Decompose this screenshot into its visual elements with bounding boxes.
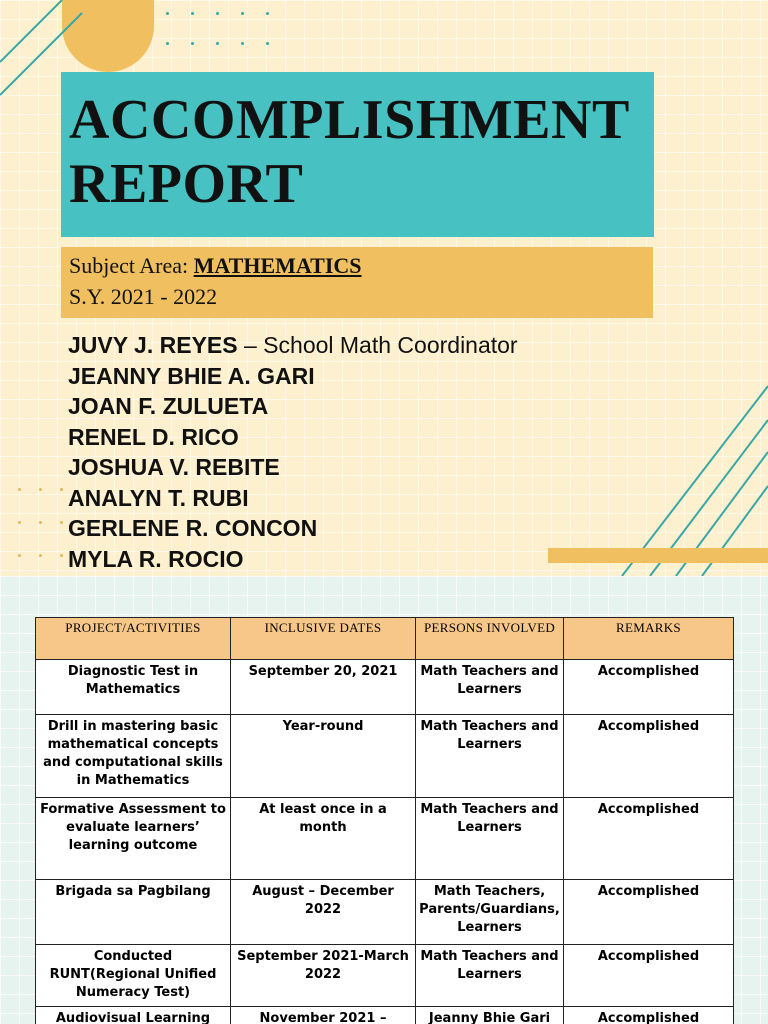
- person-item: [68, 452, 518, 483]
- table-row: [36, 660, 734, 715]
- cell-persons: Math Teachers and Learners: [416, 660, 564, 715]
- cell-remarks: Accomplished: [564, 715, 734, 798]
- person-name: ANALYN T. RUBI: [68, 484, 249, 511]
- subject-value: MATHEMATICS: [193, 253, 362, 278]
- subject-banner: [61, 247, 653, 318]
- accomplishment-table: [35, 617, 734, 1024]
- table-row: [36, 715, 734, 798]
- cell-dates: At least once in a month: [231, 798, 416, 880]
- cell-activity: Conducted RUNT(Regional Unified Numeracy Test): [36, 945, 231, 1007]
- cell-dates: September 20, 2021: [231, 660, 416, 715]
- person-name: JOSHUA V. REBITE: [68, 454, 280, 480]
- person-item: [68, 483, 518, 514]
- person-item: [68, 422, 518, 453]
- school-year: S.Y. 2021 - 2022: [69, 284, 218, 309]
- person-item: [68, 544, 518, 575]
- table-row: [36, 945, 734, 1007]
- cell-persons: Math Teachers, Parents/Guardians, Learners: [416, 880, 564, 945]
- person-name: JOAN F. ZULUETA: [68, 393, 269, 419]
- cell-activity: Audiovisual Learning: [36, 1007, 231, 1024]
- column-header-activities: PROJECT/ACTIVITIES: [36, 618, 231, 660]
- title-banner: [61, 72, 654, 237]
- table-row: [36, 880, 734, 945]
- person-item: [68, 391, 518, 422]
- cell-dates: September 2021-March 2022: [231, 945, 416, 1007]
- cell-dates: November 2021 –: [231, 1007, 416, 1024]
- column-header-persons: PERSONS INVOLVED: [416, 618, 564, 660]
- decorative-bar: [548, 548, 768, 563]
- cell-dates: August – December 2022: [231, 880, 416, 945]
- cell-activity: Drill in mastering basic mathematical concepts and computational skills in Mathematics: [36, 715, 231, 798]
- cell-remarks: Accomplished: [564, 1007, 734, 1024]
- table-row: [36, 1007, 734, 1024]
- cell-persons: Math Teachers and Learners: [416, 715, 564, 798]
- table-section: [0, 576, 768, 1024]
- person-item: [68, 330, 518, 361]
- table-row: [36, 798, 734, 880]
- cell-remarks: Accomplished: [564, 880, 734, 945]
- person-item: [68, 513, 518, 544]
- column-header-dates: INCLUSIVE DATES: [231, 618, 416, 660]
- cell-remarks: Accomplished: [564, 660, 734, 715]
- title-line-1: ACCOMPLISHMENT: [69, 89, 630, 151]
- column-header-remarks: REMARKS: [564, 618, 734, 660]
- cell-remarks: Accomplished: [564, 798, 734, 880]
- cell-persons: Math Teachers and Learners: [416, 798, 564, 880]
- person-item: [68, 361, 518, 392]
- person-name: JEANNY BHIE A. GARI: [68, 362, 315, 389]
- title-line-2: REPORT: [69, 153, 304, 215]
- person-name: RENEL D. RICO: [68, 423, 239, 450]
- person-role: – School Math Coordinator: [237, 332, 518, 358]
- people-list: [68, 330, 518, 574]
- cell-activity: Diagnostic Test in Mathematics: [36, 660, 231, 715]
- cell-dates: Year-round: [231, 715, 416, 798]
- cell-activity: Formative Assessment to evaluate learners’ learning outcome: [36, 798, 231, 880]
- cell-persons: Math Teachers and Learners: [416, 945, 564, 1007]
- person-name: MYLA R. ROCIO: [68, 545, 244, 572]
- cell-remarks: Accomplished: [564, 945, 734, 1007]
- table-header-row: [36, 618, 734, 660]
- report-title: [69, 88, 630, 216]
- subject-area: [69, 253, 362, 279]
- person-name: GERLENE R. CONCON: [68, 515, 318, 541]
- cell-activity: Brigada sa Pagbilang: [36, 880, 231, 945]
- person-name: JUVY J. REYES: [68, 332, 238, 358]
- cell-persons: Jeanny Bhie Gari: [416, 1007, 564, 1024]
- subject-label: Subject Area:: [69, 253, 194, 278]
